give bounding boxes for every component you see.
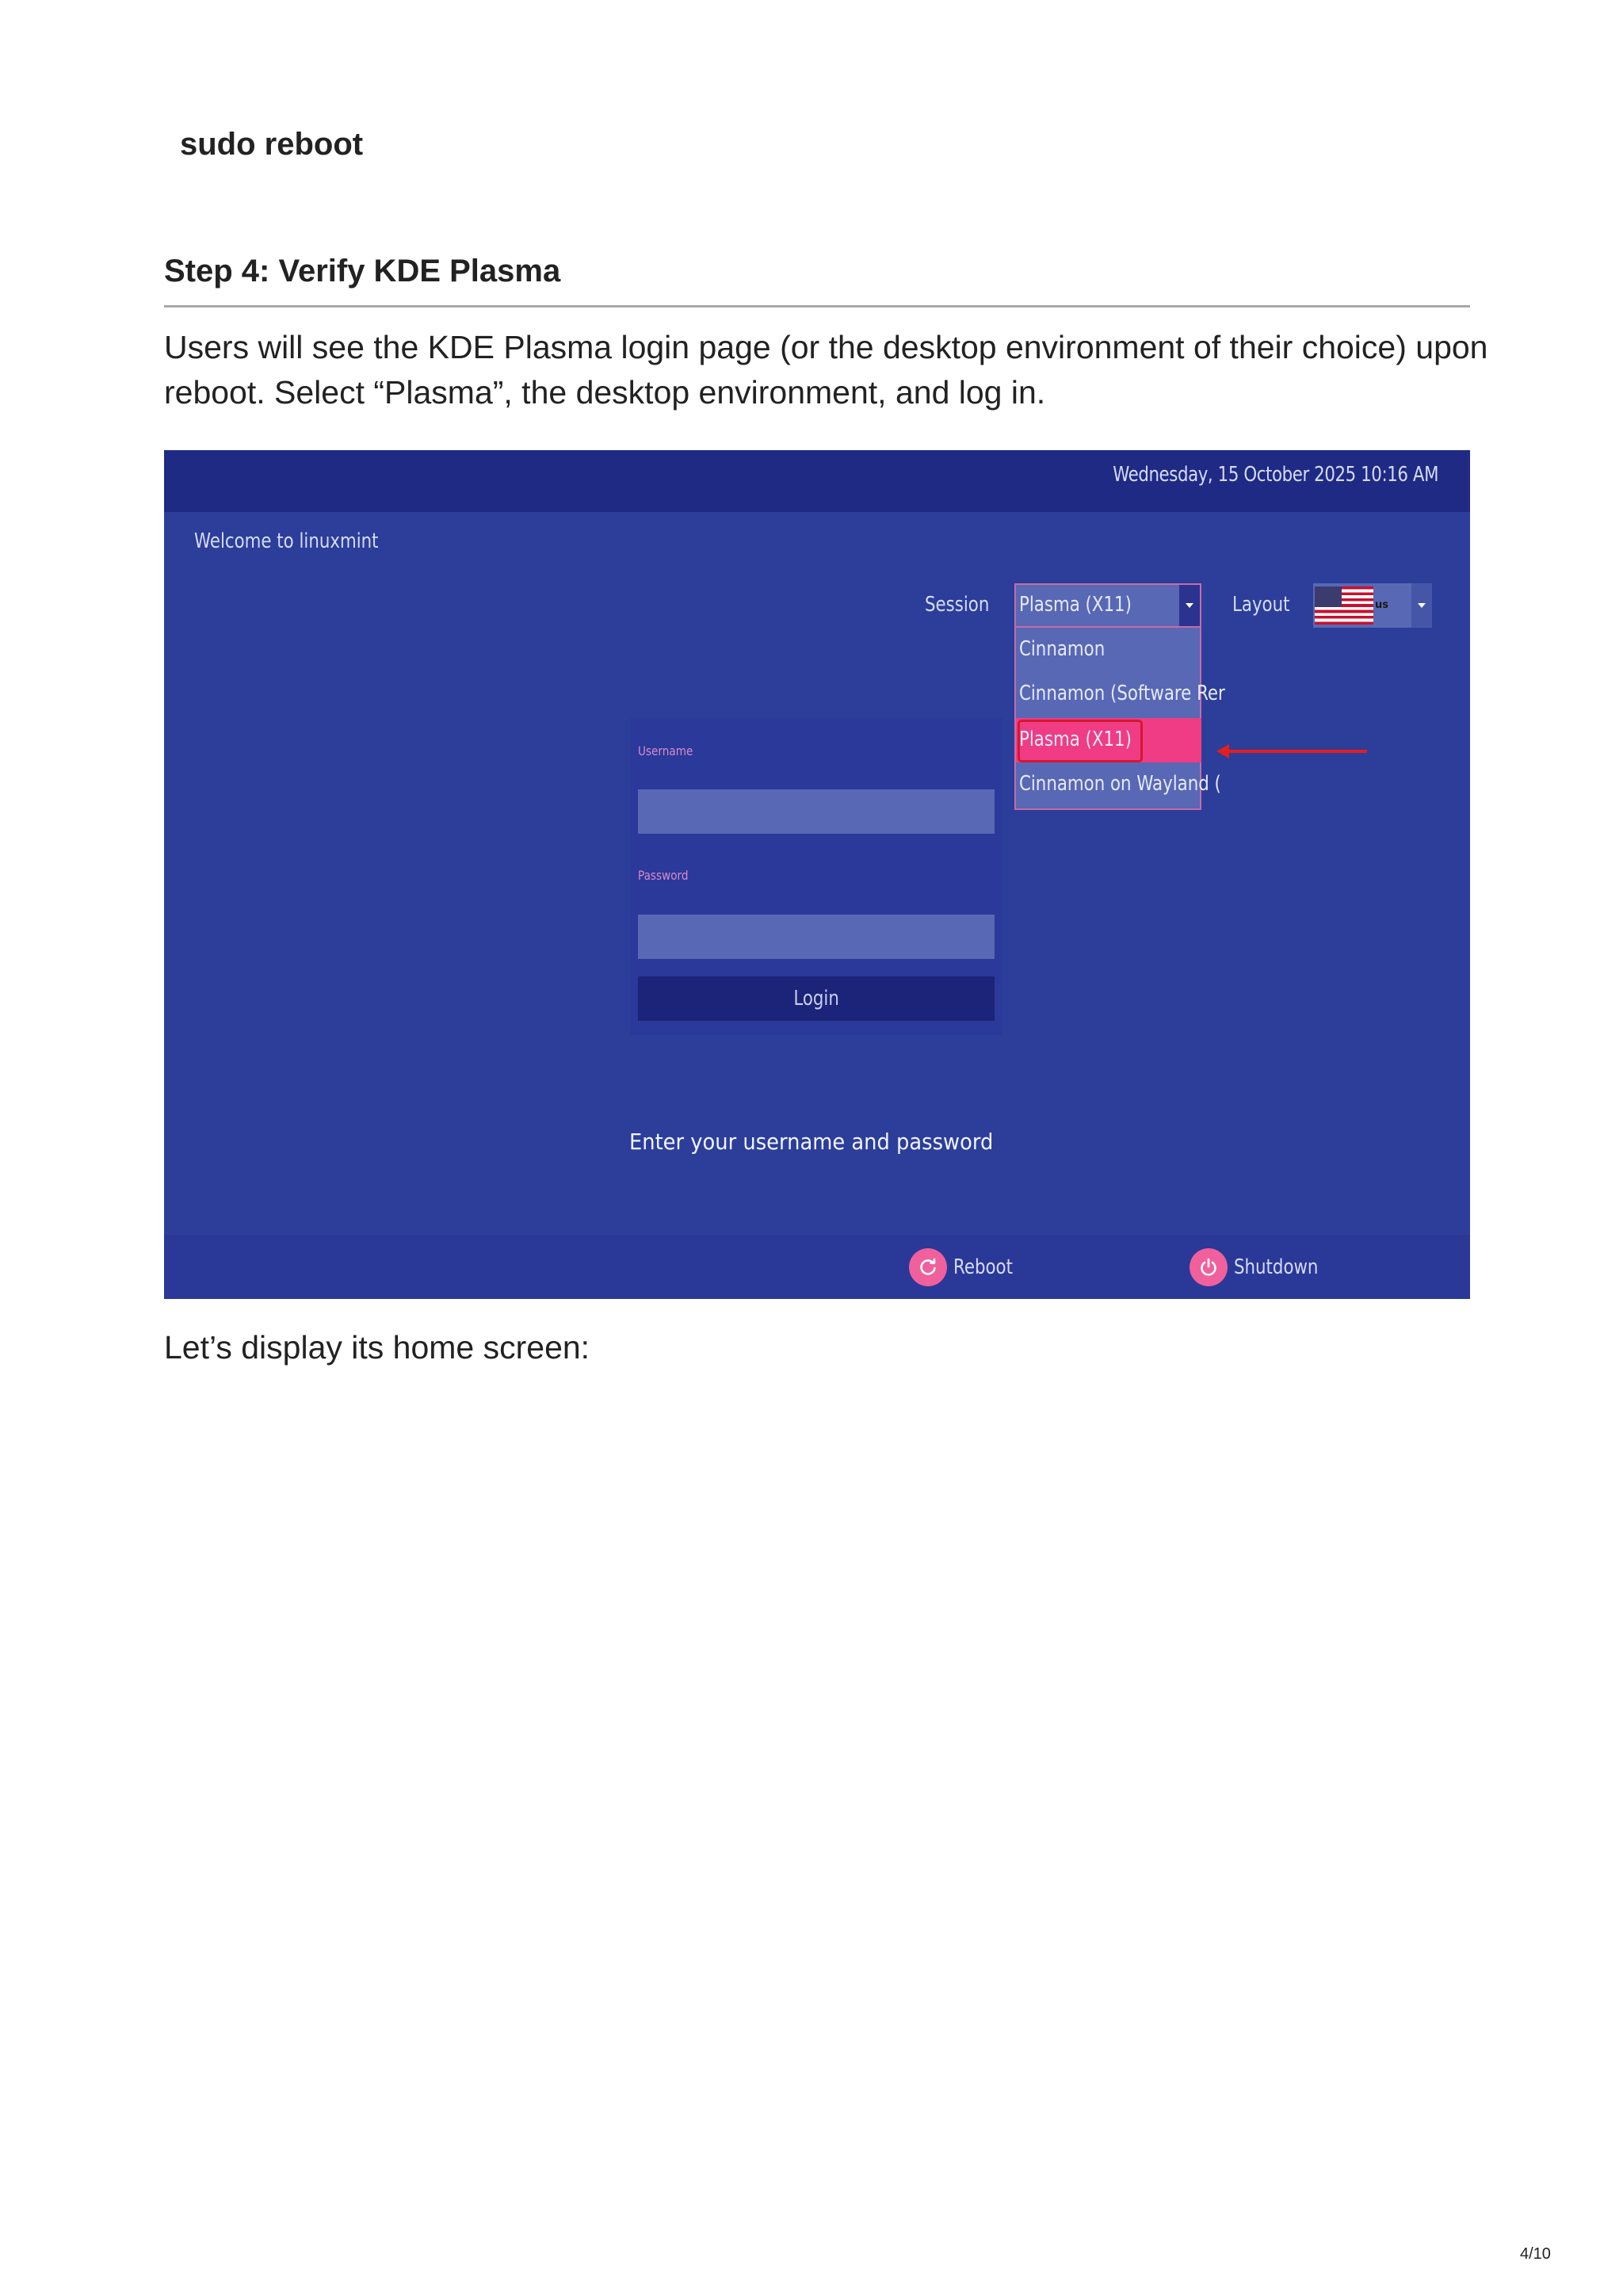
intro-paragraph: Users will see the KDE Plasma login page (or the desktop environment of their choice) upon reboot. Select “Plasma”, the desktop environment, and log in. (164, 329, 1488, 411)
shutdown-button[interactable] (1190, 1247, 1337, 1287)
reboot-button[interactable] (909, 1247, 1025, 1287)
login-hint-text: Enter your username and password (629, 1129, 994, 1155)
code-command: sudo reboot (180, 127, 364, 162)
heading-divider (164, 305, 1470, 308)
chevron-down-icon (1186, 603, 1193, 608)
login-panel (630, 718, 1002, 1035)
session-option-cinnamon-wayland[interactable] (1016, 762, 1221, 807)
layout-code: us (1375, 599, 1388, 611)
layout-dropdown-button[interactable] (1411, 583, 1432, 628)
session-option-label: Cinnamon (Software Rer (1019, 682, 1225, 705)
session-dropdown-list (1014, 628, 1225, 810)
section-heading: Step 4: Verify KDE Plasma (164, 254, 561, 288)
password-label: Password (638, 868, 689, 883)
layout-label: Layout (1232, 593, 1290, 617)
power-icon (1190, 1248, 1228, 1286)
reboot-icon (909, 1248, 947, 1286)
login-screenshot (164, 450, 1470, 1299)
session-dropdown-button[interactable] (1179, 585, 1200, 626)
username-input[interactable] (638, 789, 995, 834)
session-option-cinnamon-software[interactable] (1016, 672, 1225, 716)
followup-paragraph: Let’s display its home screen: (164, 1329, 590, 1366)
username-label: Username (638, 743, 693, 758)
session-label: Session (925, 593, 990, 617)
login-button[interactable] (638, 976, 995, 1021)
us-flag-icon (1315, 586, 1373, 625)
layout-select[interactable] (1313, 583, 1432, 628)
session-option-label: Plasma (X11) (1019, 728, 1132, 751)
reboot-label: Reboot (953, 1255, 1013, 1279)
datetime-label: Wednesday, 15 October 2025 10:16 AM (1113, 463, 1438, 487)
top-bar (164, 450, 1470, 512)
password-input[interactable] (638, 915, 995, 959)
annotation-arrow (1224, 750, 1367, 753)
session-option-label: Cinnamon on Wayland ( (1019, 772, 1221, 796)
session-select[interactable] (1014, 583, 1201, 628)
session-selected-value: Plasma (X11) (1019, 593, 1132, 617)
session-option-cinnamon[interactable] (1016, 628, 1201, 672)
login-button-label: Login (793, 987, 839, 1010)
page-number: 4/10 (1520, 2245, 1551, 2263)
shutdown-label: Shutdown (1234, 1255, 1319, 1279)
chevron-down-icon (1418, 603, 1426, 608)
session-option-plasma-x11[interactable] (1016, 718, 1201, 762)
bottom-bar (164, 1235, 1470, 1299)
welcome-text: Welcome to linuxmint (194, 529, 379, 553)
login-hint (164, 1129, 1470, 1155)
session-option-label: Cinnamon (1019, 637, 1106, 661)
